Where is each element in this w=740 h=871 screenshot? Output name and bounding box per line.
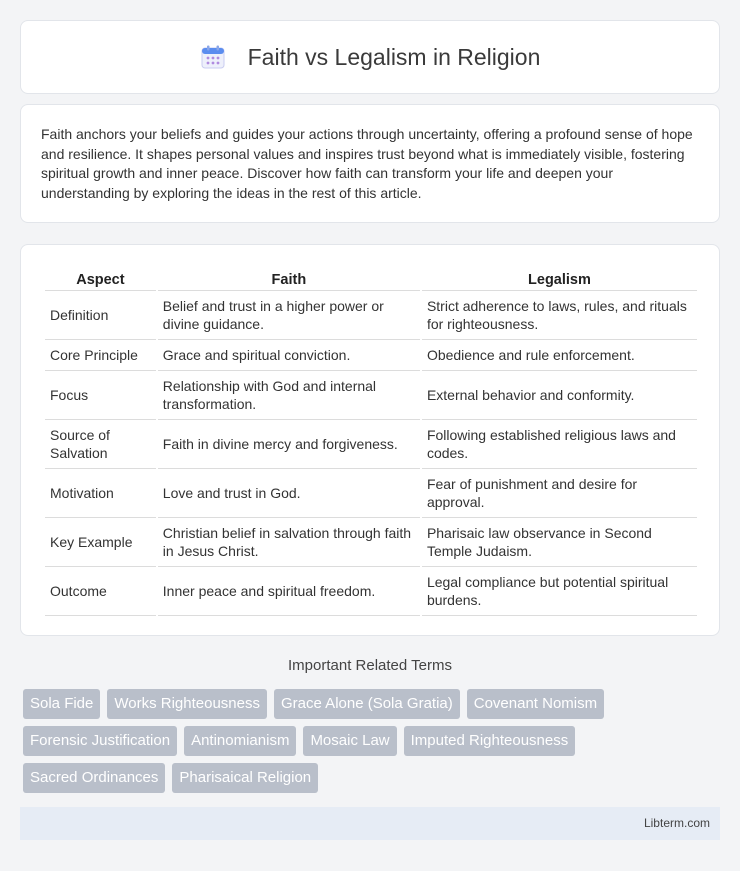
cell-faith: Christian belief in salvation through faith in Jesus Christ. bbox=[158, 518, 420, 567]
cell-faith: Relationship with God and internal transformation. bbox=[158, 371, 420, 420]
table-row bbox=[45, 518, 697, 567]
footer-link[interactable]: Libterm.com bbox=[643, 816, 710, 830]
table-row bbox=[45, 371, 697, 420]
tag-mosaic-law[interactable]: Mosaic Law bbox=[303, 726, 396, 756]
footer bbox=[20, 807, 720, 840]
table-row bbox=[45, 469, 697, 518]
tag-sacred-ordinances[interactable]: Sacred Ordinances bbox=[23, 763, 165, 793]
cell-aspect: Source of Salvation bbox=[45, 420, 156, 469]
cell-aspect: Focus bbox=[45, 371, 156, 420]
cell-legalism: Legal compliance but potential spiritual burdens. bbox=[422, 567, 697, 616]
tag-covenant-nomism[interactable]: Covenant Nomism bbox=[467, 689, 604, 719]
cell-aspect: Definition bbox=[45, 291, 156, 340]
tag-imputed-righteousness[interactable]: Imputed Righteousness bbox=[404, 726, 576, 756]
cell-aspect: Motivation bbox=[45, 469, 156, 518]
cell-faith: Faith in divine mercy and forgiveness. bbox=[158, 420, 420, 469]
cell-faith: Love and trust in God. bbox=[158, 469, 420, 518]
table-row bbox=[45, 291, 697, 340]
tag-forensic-justification[interactable]: Forensic Justification bbox=[23, 726, 177, 756]
cell-aspect: Key Example bbox=[45, 518, 156, 567]
related-terms-title: Important Related Terms bbox=[288, 657, 452, 674]
tag-grace-alone[interactable]: Grace Alone (Sola Gratia) bbox=[274, 689, 460, 719]
page-title: Faith vs Legalism in Religion bbox=[247, 43, 541, 70]
tag-pharisaical-religion[interactable]: Pharisaical Religion bbox=[172, 763, 318, 793]
cell-aspect: Core Principle bbox=[45, 340, 156, 371]
cell-legalism: Strict adherence to laws, rules, and rituals for righteousness. bbox=[422, 291, 697, 340]
cell-legalism: Obedience and rule enforcement. bbox=[422, 340, 697, 371]
header-faith: Faith bbox=[158, 265, 420, 291]
intro-text: Faith anchors your beliefs and guides your actions through uncertainty, offering a profound sense of hope and resilience. It shapes personal values and inspires trust beyond what is immediately visible, fostering spiritual growth and inner peace. Discover how faith can transform your life and deepen your understanding by exploring the ideas in the rest of this article. bbox=[41, 126, 693, 201]
cell-faith: Inner peace and spiritual freedom. bbox=[158, 567, 420, 616]
comparison-table bbox=[43, 265, 699, 616]
cell-legalism: External behavior and conformity. bbox=[422, 371, 697, 420]
tag-works-righteousness[interactable]: Works Righteousness bbox=[107, 689, 267, 719]
cell-faith: Grace and spiritual conviction. bbox=[158, 340, 420, 371]
table-row bbox=[45, 567, 697, 616]
table-row bbox=[45, 340, 697, 371]
cell-faith: Belief and trust in a higher power or divine guidance. bbox=[158, 291, 420, 340]
intro-card bbox=[20, 104, 720, 223]
cell-legalism: Pharisaic law observance in Second Temple Judaism. bbox=[422, 518, 697, 567]
comparison-table-card bbox=[20, 244, 720, 636]
related-terms-list bbox=[23, 689, 723, 800]
cell-legalism: Following established religious laws and codes. bbox=[422, 420, 697, 469]
cell-aspect: Outcome bbox=[45, 567, 156, 616]
table-row bbox=[45, 420, 697, 469]
table-header-row bbox=[45, 265, 697, 291]
header-legalism: Legalism bbox=[422, 265, 697, 291]
cell-legalism: Fear of punishment and desire for approval. bbox=[422, 469, 697, 518]
tag-antinomianism[interactable]: Antinomianism bbox=[184, 726, 296, 756]
calendar-icon bbox=[200, 44, 226, 70]
header-aspect: Aspect bbox=[45, 265, 156, 291]
tag-sola-fide[interactable]: Sola Fide bbox=[23, 689, 100, 719]
title-card bbox=[20, 20, 720, 94]
